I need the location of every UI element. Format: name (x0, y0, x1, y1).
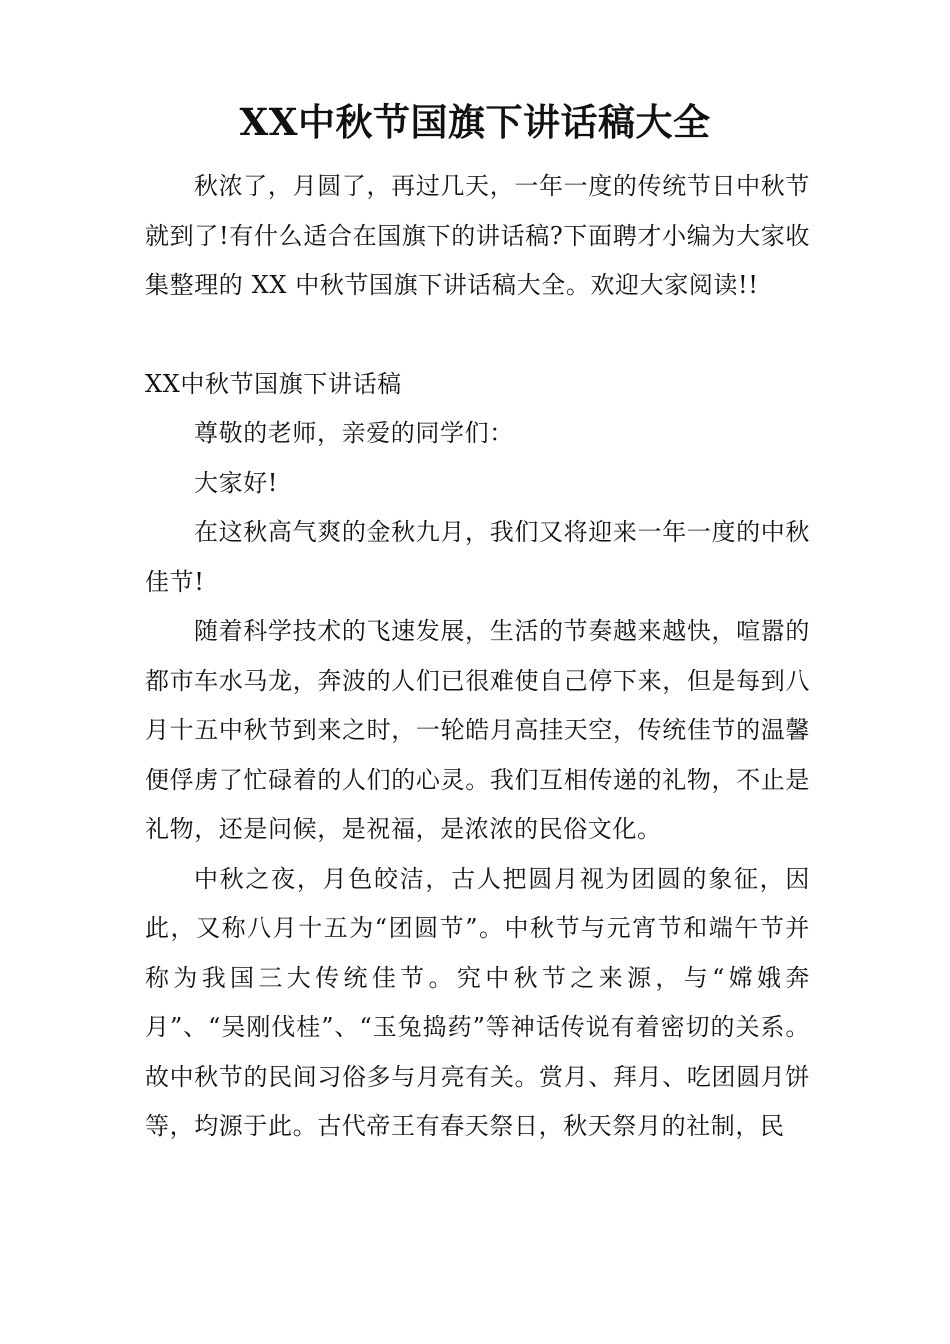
body-paragraph: 在这秋高气爽的金秋九月，我们又将迎来一年一度的中秋佳节! (145, 518, 810, 596)
section-title: XX中秋节国旗下讲话稿 (145, 369, 402, 398)
body-paragraph: 随着科学技术的飞速发展，生活的节奏越来越快，喧嚣的都市车水马龙，奔波的人们已很难使自己停下来，但是每到八月十五中秋节到来之时，一轮皓月高挂天空，传统佳节的温馨便俘虏了忙碌着的人们的心灵。我们互相传递的礼物，不止是礼物，还是问候，是祝福，是浓浓的民俗文化。 (145, 617, 810, 843)
paragraph-spacer (145, 311, 810, 360)
salutation-paragraph: 尊敬的老师，亲爱的同学们： (194, 419, 514, 447)
greeting-paragraph: 大家好! (194, 468, 279, 497)
body-paragraph: 中秋之夜，月色皎洁，古人把圆月视为团圆的象征，因此，又称八月十五为“团圆节”。中秋节与元宵节和端午节并称为我国三大传统佳节。究中秋节之来源，与“嫦娥奔月”、“吴刚伐桂”、“玉兔捣药”等神话传说有着密切的关系。故中秋节的民间习俗多与月亮有关。赏月、拜月、吃团圆月饼等，均源于此。古代帝王有春天祭日，秋天祭月的社制，民 (145, 864, 810, 1140)
document-body (145, 162, 810, 1152)
intro-paragraph: 秋浓了，月圆了，再过几天，一年一度的传统节日中秋节就到了!有什么适合在国旗下的讲话稿?下面聘才小编为大家收集整理的 XX 中秋节国旗下讲话稿大全。欢迎大家阅读!! (145, 172, 810, 299)
document-title: XX中秋节国旗下讲话稿大全 (239, 100, 711, 144)
